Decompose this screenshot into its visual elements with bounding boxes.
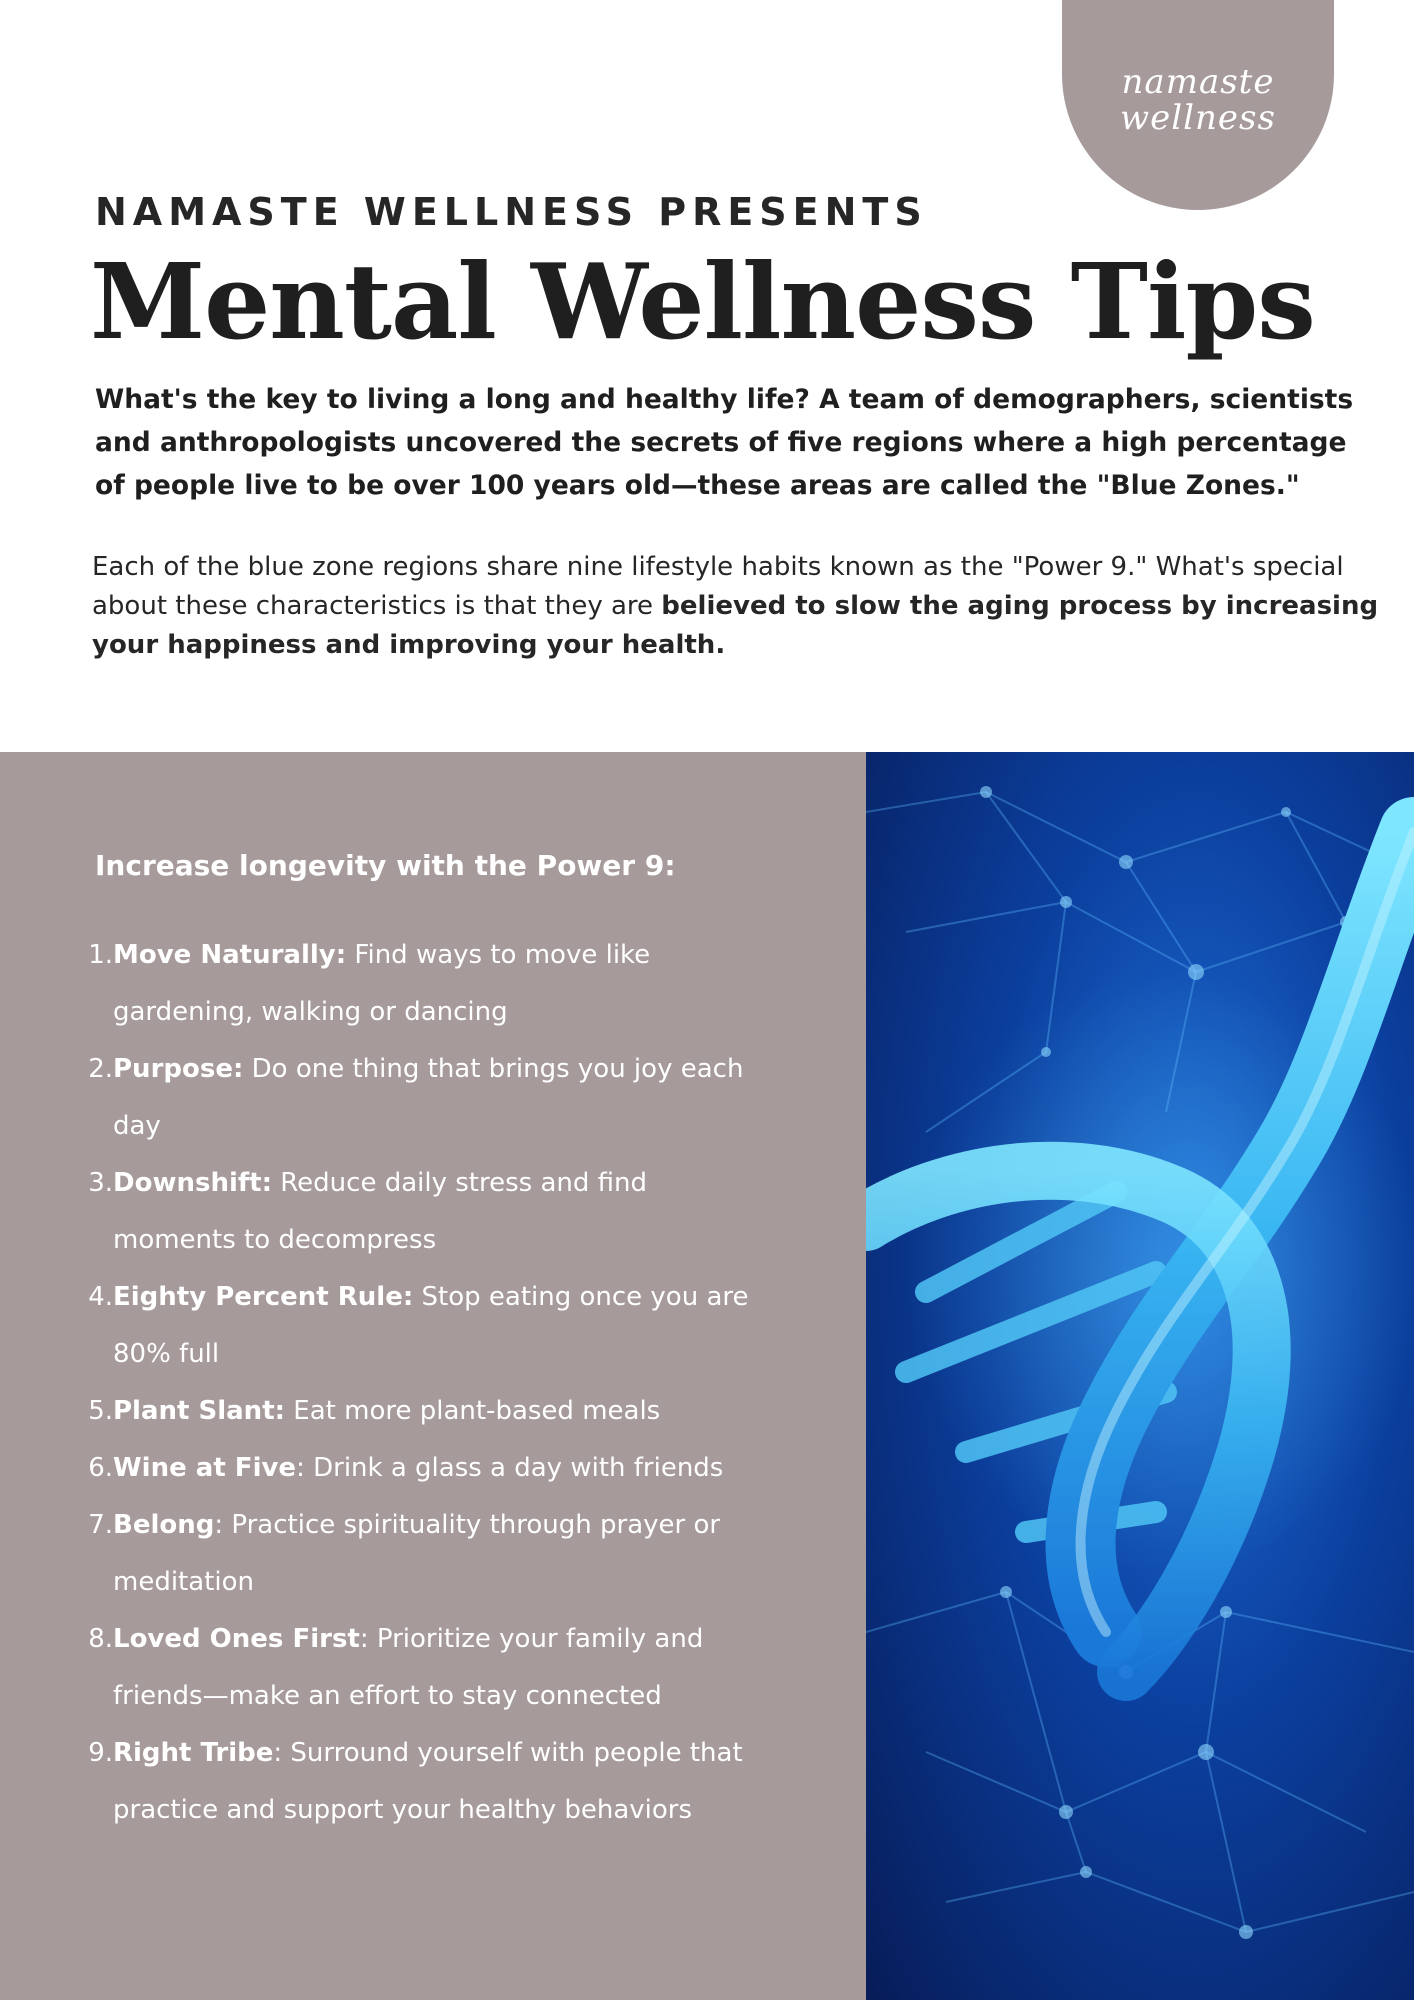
presenter-kicker: NAMASTE WELLNESS PRESENTS [95,190,928,234]
list-item-title: Eighty Percent Rule: [113,1282,414,1312]
list-item-title: Plant Slant: [113,1396,286,1426]
intro-lead: What's the key to living a long and healthy life? A team of demographers, scientists and anthropologists uncovered the secrets of five regions where a high percentage of people live to be over 100 years old—these areas are called the "Blue Zones." [95,384,1354,501]
list-item [80,1041,760,1155]
list-item-number: 6. [88,1453,113,1483]
power9-heading: Increase longevity with the Power 9: [95,849,676,882]
list-item-number: 5. [88,1396,113,1426]
page-title: Mental Wellness Tips [90,240,1315,363]
list-item-text: Find ways to move like gardening, walking or dancing [113,940,651,1027]
dna-helix-illustration [866,752,1414,2000]
power9-list [80,927,760,1839]
list-item-title: Move Naturally: [113,940,347,970]
list-item [80,1383,760,1440]
list-item-number: 1. [88,940,113,970]
list-item-title: Wine at Five [113,1453,297,1483]
list-item-text: : Surround yourself with people that practice and support your healthy behaviors [113,1738,743,1825]
list-item [80,1440,760,1497]
list-item-title: Purpose: [113,1054,244,1084]
list-item [80,1725,760,1839]
list-item-title: Right Tribe [113,1738,274,1768]
logo-line-1: namaste [1121,62,1275,102]
namaste-wellness-logo [1062,0,1334,210]
list-item [80,1497,760,1611]
list-item-text: Reduce daily stress and find moments to decompress [113,1168,647,1255]
list-item-title: Loved Ones First [113,1624,360,1654]
intro-body-bold: believed to slow the aging process by increasing your happiness and improving your health. [92,591,1379,660]
list-item-text: : Practice spirituality through prayer or meditation [113,1510,721,1597]
list-item-text: Eat more plant-based meals [285,1396,661,1426]
logo-line-2: wellness [1120,98,1276,138]
list-item-number: 7. [88,1510,113,1540]
dna-helix-image [866,752,1414,2000]
list-item [80,1611,760,1725]
list-item-number: 3. [88,1168,113,1198]
list-item [80,1155,760,1269]
list-item-text: : Prioritize your family and friends—make an effort to stay connected [113,1624,704,1711]
list-item-title: Downshift: [113,1168,273,1198]
list-item [80,927,760,1041]
list-item-number: 2. [88,1054,113,1084]
list-item-number: 8. [88,1624,113,1654]
list-item-text: Stop eating once you are 80% full [113,1282,749,1369]
intro-body [92,548,1382,665]
list-item-number: 9. [88,1738,113,1768]
list-item [80,1269,760,1383]
list-item-text: : Drink a glass a day with friends [296,1453,724,1483]
list-item-title: Belong [113,1510,215,1540]
list-item-number: 4. [88,1282,113,1312]
list-item-text: Do one thing that brings you joy each day [113,1054,744,1141]
intro-body-plain: Each of the blue zone regions share nine lifestyle habits known as the "Power 9." What's special about these characteristics is that they are [92,552,1344,621]
